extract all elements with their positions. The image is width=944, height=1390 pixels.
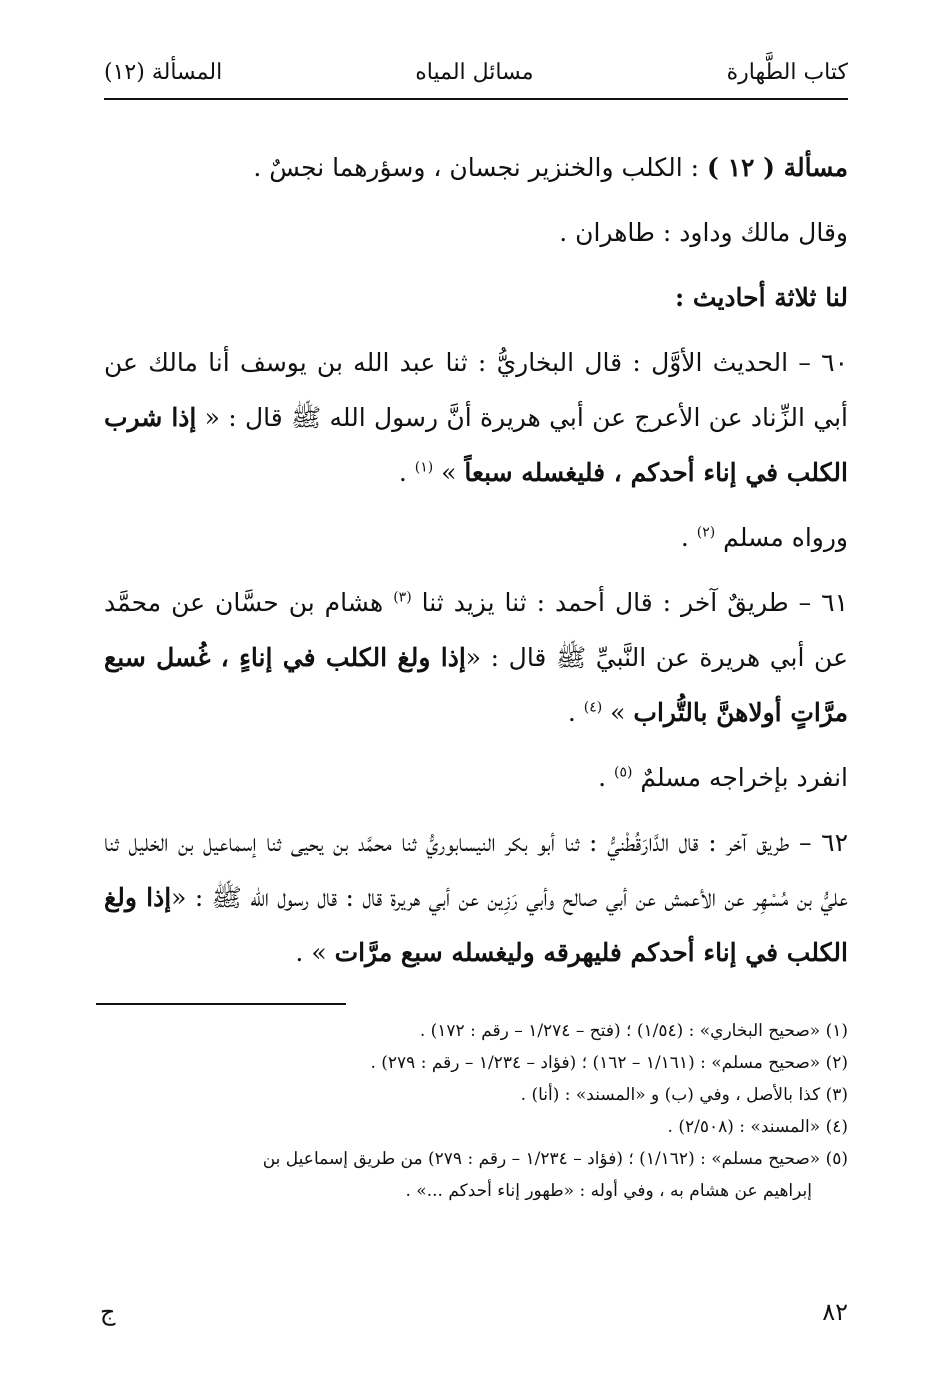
hadith-60-end: . [398, 458, 415, 487]
header-divider [104, 98, 848, 100]
hadith-61 [104, 575, 848, 740]
page-number: ٨٢ [822, 1298, 848, 1326]
footnote-divider [96, 1003, 346, 1005]
hadith-62-close: » . [295, 938, 335, 967]
infarad-muslim [104, 750, 848, 805]
footnote-ref-4[interactable]: (٤) [583, 699, 603, 716]
footnote-ref-3[interactable]: (٣) [393, 589, 412, 606]
main-text [104, 140, 848, 990]
hadith-62-chain: ٦٢ – طريق آخر : قال الدَّارَقُطْنيُّ : ثنا أبو بكر النيسابوريُّ ثنا محمَّد بن يحيى ثنا إسماعيل بن الخليل ثنا عليُّ بن مُسْهِر عن الأعمش عن أبي صالح وأبي رَزِين عن أبي هريرة قال : قال رسول الله ﷺ : « [104, 828, 848, 912]
hadith-61-close: » [602, 698, 634, 727]
footnote-2: (٢) «صحيح مسلم» : (١/١٦١ – ١٦٢) ؛ (فؤاد – ١/٢٣٤ – رقم : ٢٧٩) . [370, 1053, 848, 1073]
muslim-text: ورواه مسلم [715, 523, 848, 552]
hadith-60 [104, 335, 848, 500]
issue-statement [104, 140, 848, 195]
hadith-60-chain: ٦٠ – الحديث الأوَّل : قال البخاريُّ : ثنا عبد الله بن يوسف أنا مالك عن أبي الزِّناد عن الأعرج عن أبي هريرة أنَّ رسول الله ﷺ قال : « [104, 348, 849, 432]
hadith-60-close: » [433, 458, 465, 487]
header-issue-number: المسألة (١٢) [104, 59, 223, 85]
footnotes [104, 1015, 848, 1207]
footnote-ref-2[interactable]: (٢) [696, 524, 716, 541]
hadith-61-chain-end: هشام بن حسَّان عن محمَّد عن أبي هريرة عن النَّبيِّ ﷺ قال : « [104, 588, 848, 672]
three-hadiths-heading: لنا ثلاثة أحاديث : [674, 283, 848, 312]
page-footer [100, 1298, 848, 1326]
footnote-5: (٥) «صحيح مسلم» : (١/١٦٢) ؛ (فؤاد – ١/٢٣٤ – رقم : ٢٧٩) من طريق إسماعيل بن [262, 1149, 848, 1169]
infarad-text: انفرد بإخراجه مسلمٌ [632, 763, 848, 792]
muslim-end: . [680, 523, 697, 552]
hadith-62 [104, 815, 848, 980]
hadith-60-text: إذا شرب الكلب في إناء أحدكم ، فليغسله سبعاً [104, 403, 848, 487]
footnote-3: (٣) كذا بالأصل ، وفي (ب) و «المسند» : (أنا) . [520, 1085, 848, 1105]
hadith-62-text: إذا ولغ الكلب في إناء أحدكم فليهرقه وليغسله سبع مرَّات [104, 883, 848, 967]
footnote-5-continued: إبراهيم عن هشام به ، وفي أوله : «طهور إناء أحدكم ...» . [405, 1181, 812, 1201]
running-header [104, 52, 848, 92]
malik-opinion: وقال مالك وداود : طاهران . [559, 218, 848, 247]
hadith-61-chain-start: ٦١ – طريقٌ آخر : قال أحمد : ثنا يزيد ثنا [411, 588, 848, 617]
infarad-end: . [598, 763, 614, 792]
header-book-title: كتاب الطَّهارة [726, 59, 848, 85]
hadith-61-text: إذا ولغ الكلب في إناءٍ ، غُسل سبع مرَّاتٍ أولاهنَّ بالتُّراب [104, 643, 848, 727]
issue-label: مسألة ( ١٢ ) [707, 153, 848, 182]
header-chapter-title: مسائل المياه [415, 59, 534, 85]
issue-text: : الكلب والخنزير نجسان ، وسؤرهما نجسٌ . [253, 153, 708, 182]
footnote-ref-1[interactable]: (١) [414, 459, 434, 476]
footnote-4: (٤) «المسند» : (٢/٥٠٨) . [667, 1117, 848, 1137]
footnote-ref-5[interactable]: (٥) [613, 764, 633, 781]
muslim-narration [104, 510, 848, 565]
hadith-61-end: . [567, 698, 584, 727]
footnote-1: (١) «صحيح البخاري» : (١/٥٤) ؛ (فتح – ١/٢٧٤ – رقم : ١٧٢) . [419, 1021, 848, 1041]
signature-mark: ج [100, 1298, 116, 1326]
